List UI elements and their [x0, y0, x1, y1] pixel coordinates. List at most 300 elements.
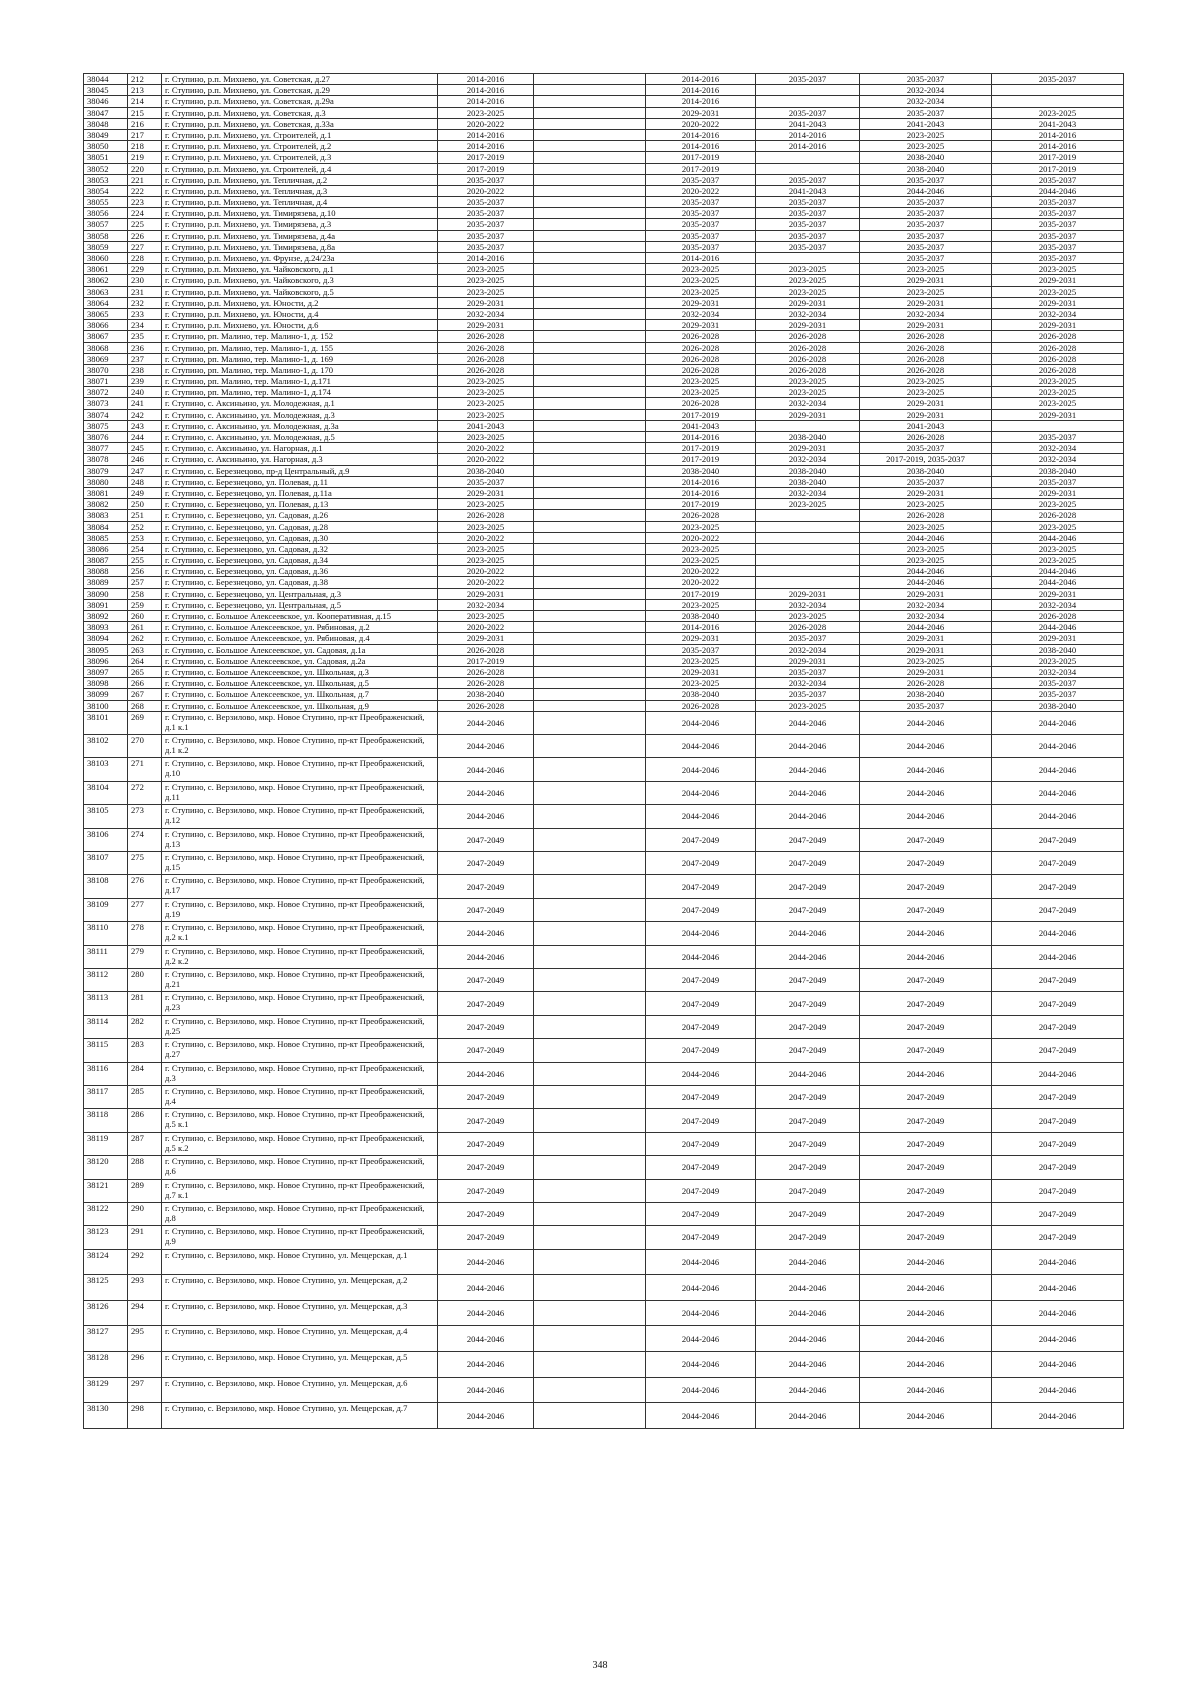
cell-period-5: 2044-2046 [860, 1062, 992, 1085]
cell-period-6: 2035-2037 [992, 432, 1124, 443]
cell-period-3: 2026-2028 [646, 342, 756, 353]
cell-period-3: 2023-2025 [646, 387, 756, 398]
cell-period-6: 2014-2016 [992, 141, 1124, 152]
cell-item-number: 276 [128, 875, 162, 898]
cell-record-id: 38119 [84, 1132, 128, 1155]
cell-item-number: 224 [128, 208, 162, 219]
cell-address: г. Ступино, с. Верзилово, мкр. Новое Ступино, пр-кт Преображенский, д.25 [162, 1015, 438, 1038]
cell-period-3: 2047-2049 [646, 828, 756, 851]
cell-period-2 [534, 644, 646, 655]
table-row [84, 588, 1124, 599]
cell-record-id: 38044 [84, 74, 128, 85]
cell-period-1: 2020-2022 [438, 454, 534, 465]
cell-period-4: 2032-2034 [756, 678, 860, 689]
cell-period-5: 2026-2028 [860, 510, 992, 521]
cell-period-3: 2044-2046 [646, 1377, 756, 1403]
cell-period-1: 2023-2025 [438, 286, 534, 297]
cell-period-1: 2047-2049 [438, 828, 534, 851]
cell-period-5: 2044-2046 [860, 945, 992, 968]
cell-period-1: 2044-2046 [438, 1377, 534, 1403]
cell-period-6: 2032-2034 [992, 599, 1124, 610]
cell-period-4: 2035-2037 [756, 241, 860, 252]
cell-period-1: 2047-2049 [438, 1015, 534, 1038]
cell-item-number: 249 [128, 487, 162, 498]
cell-item-number: 239 [128, 376, 162, 387]
cell-item-number: 286 [128, 1109, 162, 1132]
cell-address: г. Ступино, р.п. Михнево, ул. Тимирязева, д.8а [162, 241, 438, 252]
cell-period-3: 2023-2025 [646, 521, 756, 532]
cell-period-2 [534, 286, 646, 297]
cell-record-id: 38116 [84, 1062, 128, 1085]
cell-period-3: 2035-2037 [646, 208, 756, 219]
cell-period-2 [534, 1062, 646, 1085]
cell-address: г. Ступино, рп. Малино, тер. Малино-1, д. 152 [162, 331, 438, 342]
cell-period-4: 2029-2031 [756, 320, 860, 331]
cell-address: г. Ступино, с. Верзилово, мкр. Новое Ступино, пр-кт Преображенский, д.3 [162, 1062, 438, 1085]
cell-period-5: 2038-2040 [860, 465, 992, 476]
table-row [84, 644, 1124, 655]
cell-record-id: 38099 [84, 689, 128, 700]
cell-period-1: 2035-2037 [438, 174, 534, 185]
cell-address: г. Ступино, с. Верзилово, мкр. Новое Ступино, ул. Мещерская, д.3 [162, 1300, 438, 1326]
cell-item-number: 274 [128, 828, 162, 851]
cell-period-4: 2035-2037 [756, 689, 860, 700]
cell-period-3: 2020-2022 [646, 532, 756, 543]
cell-address: г. Ступино, с. Березнецово, ул. Полевая, д.11 [162, 476, 438, 487]
cell-period-4: 2032-2034 [756, 599, 860, 610]
cell-period-6: 2044-2046 [992, 622, 1124, 633]
cell-period-1: 2026-2028 [438, 644, 534, 655]
cell-period-3: 2023-2025 [646, 275, 756, 286]
cell-item-number: 251 [128, 510, 162, 521]
cell-period-5: 2038-2040 [860, 152, 992, 163]
cell-record-id: 38084 [84, 521, 128, 532]
cell-address: г. Ступино, с. Верзилово, мкр. Новое Ступино, пр-кт Преображенский, д.15 [162, 852, 438, 875]
cell-period-1: 2026-2028 [438, 510, 534, 521]
cell-item-number: 248 [128, 476, 162, 487]
cell-period-5: 2047-2049 [860, 1202, 992, 1225]
cell-address: г. Ступино, с. Верзилово, мкр. Новое Ступино, пр-кт Преображенский, д.7 к.1 [162, 1179, 438, 1202]
cell-address: г. Ступино, с. Большое Алексеевское, ул. Садовая, д.2а [162, 655, 438, 666]
cell-period-1: 2023-2025 [438, 409, 534, 420]
cell-address: г. Ступино, с. Верзилово, мкр. Новое Ступино, пр-кт Преображенский, д.23 [162, 992, 438, 1015]
cell-period-4 [756, 253, 860, 264]
cell-period-5: 2035-2037 [860, 700, 992, 711]
cell-period-5: 2044-2046 [860, 735, 992, 758]
cell-period-6: 2032-2034 [992, 308, 1124, 319]
cell-item-number: 229 [128, 264, 162, 275]
cell-item-number: 244 [128, 432, 162, 443]
table-row [84, 945, 1124, 968]
cell-period-6: 2017-2019 [992, 163, 1124, 174]
cell-address: г. Ступино, с. Верзилово, мкр. Новое Ступино, ул. Мещерская, д.5 [162, 1352, 438, 1378]
cell-address: г. Ступино, с. Большое Алексеевское, ул. Рябиновая, д.4 [162, 633, 438, 644]
cell-period-6: 2026-2028 [992, 353, 1124, 364]
cell-period-3: 2020-2022 [646, 185, 756, 196]
cell-period-6: 2044-2046 [992, 1062, 1124, 1085]
cell-period-1: 2047-2049 [438, 968, 534, 991]
cell-period-4: 2047-2049 [756, 992, 860, 1015]
cell-period-2 [534, 700, 646, 711]
cell-period-1: 2014-2016 [438, 85, 534, 96]
table-row [84, 1109, 1124, 1132]
cell-record-id: 38092 [84, 611, 128, 622]
cell-period-6: 2023-2025 [992, 398, 1124, 409]
cell-record-id: 38048 [84, 118, 128, 129]
cell-period-6: 2029-2031 [992, 588, 1124, 599]
cell-period-6: 2044-2046 [992, 532, 1124, 543]
table-row [84, 758, 1124, 781]
cell-period-4: 2044-2046 [756, 1249, 860, 1275]
table-row [84, 1249, 1124, 1275]
cell-period-4: 2047-2049 [756, 1156, 860, 1179]
cell-period-5: 2023-2025 [860, 129, 992, 140]
cell-record-id: 38070 [84, 364, 128, 375]
cell-period-1: 2044-2046 [438, 758, 534, 781]
cell-record-id: 38111 [84, 945, 128, 968]
cell-address: г. Ступино, с. Березнецово, ул. Полевая, д.13 [162, 499, 438, 510]
cell-period-2 [534, 320, 646, 331]
cell-address: г. Ступино, с. Большое Алексеевское, ул. Школьная, д.5 [162, 678, 438, 689]
cell-period-4: 2032-2034 [756, 308, 860, 319]
cell-period-2 [534, 152, 646, 163]
cell-period-1: 2047-2049 [438, 1039, 534, 1062]
table-row [84, 611, 1124, 622]
table-row [84, 275, 1124, 286]
table-row [84, 1275, 1124, 1301]
cell-record-id: 38075 [84, 420, 128, 431]
cell-period-6: 2017-2019 [992, 152, 1124, 163]
cell-period-6: 2044-2046 [992, 1275, 1124, 1301]
cell-item-number: 277 [128, 898, 162, 921]
cell-period-2 [534, 521, 646, 532]
cell-period-2 [534, 465, 646, 476]
table-row [84, 364, 1124, 375]
cell-period-3: 2017-2019 [646, 163, 756, 174]
cell-item-number: 247 [128, 465, 162, 476]
cell-record-id: 38083 [84, 510, 128, 521]
cell-period-6: 2029-2031 [992, 275, 1124, 286]
cell-address: г. Ступино, р.п. Михнево, ул. Советская, д.33а [162, 118, 438, 129]
cell-item-number: 254 [128, 543, 162, 554]
cell-period-2 [534, 1275, 646, 1301]
table-row [84, 1085, 1124, 1108]
cell-period-3: 2047-2049 [646, 992, 756, 1015]
cell-period-5: 2047-2049 [860, 852, 992, 875]
cell-address: г. Ступино, рп. Малино, тер. Малино-1, д.174 [162, 387, 438, 398]
cell-record-id: 38113 [84, 992, 128, 1015]
cell-period-4: 2047-2049 [756, 1085, 860, 1108]
cell-period-6: 2047-2049 [992, 1202, 1124, 1225]
cell-period-6: 2047-2049 [992, 1109, 1124, 1132]
cell-item-number: 243 [128, 420, 162, 431]
table-row [84, 1179, 1124, 1202]
table-row [84, 376, 1124, 387]
cell-period-4: 2029-2031 [756, 443, 860, 454]
cell-period-5: 2026-2028 [860, 364, 992, 375]
cell-period-2 [534, 1300, 646, 1326]
cell-period-5: 2044-2046 [860, 758, 992, 781]
cell-period-5: 2023-2025 [860, 521, 992, 532]
cell-period-3: 2035-2037 [646, 219, 756, 230]
cell-record-id: 38079 [84, 465, 128, 476]
table-row [84, 241, 1124, 252]
cell-address: г. Ступино, р.п. Михнево, ул. Чайковского, д.5 [162, 286, 438, 297]
cell-period-2 [534, 898, 646, 921]
cell-period-1: 2026-2028 [438, 364, 534, 375]
cell-item-number: 290 [128, 1202, 162, 1225]
cell-period-2 [534, 510, 646, 521]
table-row [84, 264, 1124, 275]
cell-record-id: 38059 [84, 241, 128, 252]
cell-record-id: 38076 [84, 432, 128, 443]
cell-record-id: 38073 [84, 398, 128, 409]
cell-period-1: 2026-2028 [438, 342, 534, 353]
cell-period-1: 2044-2046 [438, 735, 534, 758]
cell-period-3: 2017-2019 [646, 499, 756, 510]
table-row [84, 781, 1124, 804]
cell-period-6: 2044-2046 [992, 577, 1124, 588]
cell-address: г. Ступино, с. Березнецово, ул. Центральная, д.5 [162, 599, 438, 610]
cell-period-5: 2044-2046 [860, 922, 992, 945]
cell-address: г. Ступино, р.п. Михнево, ул. Строителей, д.1 [162, 129, 438, 140]
cell-item-number: 275 [128, 852, 162, 875]
cell-period-2 [534, 577, 646, 588]
table-row [84, 398, 1124, 409]
cell-period-6: 2047-2049 [992, 1085, 1124, 1108]
cell-period-3: 2020-2022 [646, 118, 756, 129]
cell-address: г. Ступино, с. Березнецово, ул. Садовая, д.32 [162, 543, 438, 554]
cell-period-4: 2044-2046 [756, 711, 860, 734]
cell-period-3: 2044-2046 [646, 1275, 756, 1301]
cell-period-6 [992, 85, 1124, 96]
cell-address: г. Ступино, с. Верзилово, мкр. Новое Ступино, ул. Мещерская, д.4 [162, 1326, 438, 1352]
cell-period-5: 2044-2046 [860, 185, 992, 196]
cell-period-1: 2032-2034 [438, 599, 534, 610]
cell-item-number: 269 [128, 711, 162, 734]
cell-period-4 [756, 521, 860, 532]
cell-period-4: 2044-2046 [756, 1377, 860, 1403]
cell-item-number: 298 [128, 1403, 162, 1429]
cell-item-number: 283 [128, 1039, 162, 1062]
cell-period-5: 2044-2046 [860, 566, 992, 577]
cell-period-4: 2023-2025 [756, 264, 860, 275]
cell-period-6: 2044-2046 [992, 1352, 1124, 1378]
table-row [84, 678, 1124, 689]
cell-item-number: 263 [128, 644, 162, 655]
cell-period-5: 2038-2040 [860, 689, 992, 700]
cell-period-4 [756, 96, 860, 107]
cell-period-6: 2047-2049 [992, 828, 1124, 851]
cell-period-4: 2047-2049 [756, 898, 860, 921]
cell-period-4: 2014-2016 [756, 141, 860, 152]
cell-period-1: 2023-2025 [438, 499, 534, 510]
cell-address: г. Ступино, р.п. Михнево, ул. Фрунзе, д.24/23а [162, 253, 438, 264]
cell-period-2 [534, 219, 646, 230]
table-row [84, 828, 1124, 851]
table-row [84, 353, 1124, 364]
cell-period-2 [534, 1249, 646, 1275]
cell-period-6: 2029-2031 [992, 633, 1124, 644]
cell-period-1: 2014-2016 [438, 74, 534, 85]
cell-record-id: 38072 [84, 387, 128, 398]
table-row [84, 74, 1124, 85]
cell-address: г. Ступино, р.п. Михнево, ул. Строителей, д.2 [162, 141, 438, 152]
table-row [84, 141, 1124, 152]
cell-period-6: 2023-2025 [992, 264, 1124, 275]
cell-item-number: 296 [128, 1352, 162, 1378]
cell-period-5: 2029-2031 [860, 588, 992, 599]
cell-period-2 [534, 735, 646, 758]
cell-period-3: 2014-2016 [646, 96, 756, 107]
cell-address: г. Ступино, с. Верзилово, мкр. Новое Ступино, пр-кт Преображенский, д.13 [162, 828, 438, 851]
cell-period-3: 2038-2040 [646, 689, 756, 700]
cell-period-6: 2044-2046 [992, 1249, 1124, 1275]
cell-period-5: 2044-2046 [860, 711, 992, 734]
cell-period-6: 2035-2037 [992, 241, 1124, 252]
cell-period-6: 2047-2049 [992, 1226, 1124, 1249]
cell-period-2 [534, 1202, 646, 1225]
cell-period-5: 2041-2043 [860, 118, 992, 129]
cell-period-5: 2044-2046 [860, 1377, 992, 1403]
cell-period-2 [534, 476, 646, 487]
cell-period-3: 2038-2040 [646, 611, 756, 622]
cell-period-5: 2023-2025 [860, 286, 992, 297]
cell-period-2 [534, 781, 646, 804]
cell-period-5: 2029-2031 [860, 666, 992, 677]
cell-period-4: 2035-2037 [756, 197, 860, 208]
cell-period-4: 2035-2037 [756, 230, 860, 241]
cell-item-number: 219 [128, 152, 162, 163]
cell-period-6: 2023-2025 [992, 286, 1124, 297]
cell-item-number: 217 [128, 129, 162, 140]
cell-period-5: 2023-2025 [860, 264, 992, 275]
cell-period-5: 2029-2031 [860, 320, 992, 331]
cell-period-5: 2041-2043 [860, 420, 992, 431]
cell-record-id: 38128 [84, 1352, 128, 1378]
cell-period-6: 2038-2040 [992, 644, 1124, 655]
cell-period-1: 2035-2037 [438, 197, 534, 208]
cell-period-2 [534, 611, 646, 622]
cell-period-1: 2020-2022 [438, 443, 534, 454]
cell-item-number: 231 [128, 286, 162, 297]
cell-period-1: 2029-2031 [438, 633, 534, 644]
cell-period-4: 2047-2049 [756, 875, 860, 898]
cell-period-5: 2023-2025 [860, 499, 992, 510]
cell-period-6: 2038-2040 [992, 465, 1124, 476]
cell-period-5: 2032-2034 [860, 85, 992, 96]
cell-period-4: 2047-2049 [756, 968, 860, 991]
cell-period-2 [534, 275, 646, 286]
table-row [84, 465, 1124, 476]
table-row [84, 1156, 1124, 1179]
cell-record-id: 38080 [84, 476, 128, 487]
table-row [84, 342, 1124, 353]
cell-period-3: 2014-2016 [646, 129, 756, 140]
cell-period-1: 2044-2046 [438, 1062, 534, 1085]
cell-period-5: 2026-2028 [860, 342, 992, 353]
cell-address: г. Ступино, с. Верзилово, мкр. Новое Ступино, ул. Мещерская, д.2 [162, 1275, 438, 1301]
cell-period-1: 2014-2016 [438, 129, 534, 140]
cell-address: г. Ступино, с. Аксиньино, ул. Молодежная, д.5 [162, 432, 438, 443]
cell-item-number: 281 [128, 992, 162, 1015]
cell-period-2 [534, 532, 646, 543]
cell-period-3: 2032-2034 [646, 308, 756, 319]
cell-record-id: 38120 [84, 1156, 128, 1179]
cell-period-4: 2029-2031 [756, 409, 860, 420]
cell-period-4: 2032-2034 [756, 644, 860, 655]
cell-period-2 [534, 599, 646, 610]
table-row [84, 1039, 1124, 1062]
cell-record-id: 38096 [84, 655, 128, 666]
cell-period-1: 2014-2016 [438, 141, 534, 152]
cell-period-6: 2014-2016 [992, 129, 1124, 140]
cell-period-1: 2023-2025 [438, 275, 534, 286]
cell-record-id: 38095 [84, 644, 128, 655]
cell-period-1: 2029-2031 [438, 297, 534, 308]
cell-address: г. Ступино, с. Большое Алексеевское, ул. Кооперативная, д.15 [162, 611, 438, 622]
cell-record-id: 38118 [84, 1109, 128, 1132]
table-row [84, 253, 1124, 264]
cell-period-6: 2044-2046 [992, 758, 1124, 781]
cell-period-3: 2041-2043 [646, 420, 756, 431]
cell-record-id: 38060 [84, 253, 128, 264]
table-row [84, 689, 1124, 700]
cell-address: г. Ступино, с. Березнецово, ул. Полевая, д.11а [162, 487, 438, 498]
cell-period-3: 2047-2049 [646, 898, 756, 921]
cell-period-1: 2026-2028 [438, 678, 534, 689]
cell-period-1: 2020-2022 [438, 532, 534, 543]
cell-period-5: 2044-2046 [860, 1249, 992, 1275]
cell-address: г. Ступино, р.п. Михнево, ул. Тимирязева, д.10 [162, 208, 438, 219]
cell-period-2 [534, 666, 646, 677]
cell-period-5: 2035-2037 [860, 208, 992, 219]
cell-period-1: 2035-2037 [438, 476, 534, 487]
cell-period-1: 2035-2037 [438, 230, 534, 241]
cell-record-id: 38071 [84, 376, 128, 387]
cell-address: г. Ступино, с. Аксиньино, ул. Молодежная, д.3а [162, 420, 438, 431]
cell-period-3: 2047-2049 [646, 852, 756, 875]
cell-record-id: 38082 [84, 499, 128, 510]
cell-period-3: 2047-2049 [646, 1109, 756, 1132]
cell-period-1: 2014-2016 [438, 253, 534, 264]
cell-period-4 [756, 555, 860, 566]
cell-period-4: 2029-2031 [756, 588, 860, 599]
cell-period-2 [534, 141, 646, 152]
table-row [84, 1015, 1124, 1038]
cell-address: г. Ступино, с. Верзилово, мкр. Новое Ступино, пр-кт Преображенский, д.2 к.1 [162, 922, 438, 945]
cell-period-3: 2026-2028 [646, 331, 756, 342]
cell-period-4: 2047-2049 [756, 1179, 860, 1202]
cell-period-6: 2035-2037 [992, 230, 1124, 241]
cell-period-3: 2026-2028 [646, 700, 756, 711]
cell-period-3: 2044-2046 [646, 945, 756, 968]
cell-period-6: 2047-2049 [992, 875, 1124, 898]
cell-item-number: 268 [128, 700, 162, 711]
cell-period-6: 2038-2040 [992, 700, 1124, 711]
cell-item-number: 270 [128, 735, 162, 758]
cell-period-3: 2047-2049 [646, 968, 756, 991]
cell-period-4: 2047-2049 [756, 1015, 860, 1038]
cell-period-1: 2047-2049 [438, 898, 534, 921]
table-row [84, 1226, 1124, 1249]
cell-period-2 [534, 487, 646, 498]
cell-record-id: 38052 [84, 163, 128, 174]
cell-address: г. Ступино, с. Верзилово, мкр. Новое Ступино, пр-кт Преображенский, д.2 к.2 [162, 945, 438, 968]
cell-item-number: 223 [128, 197, 162, 208]
cell-period-3: 2047-2049 [646, 1015, 756, 1038]
cell-period-6: 2044-2046 [992, 1326, 1124, 1352]
